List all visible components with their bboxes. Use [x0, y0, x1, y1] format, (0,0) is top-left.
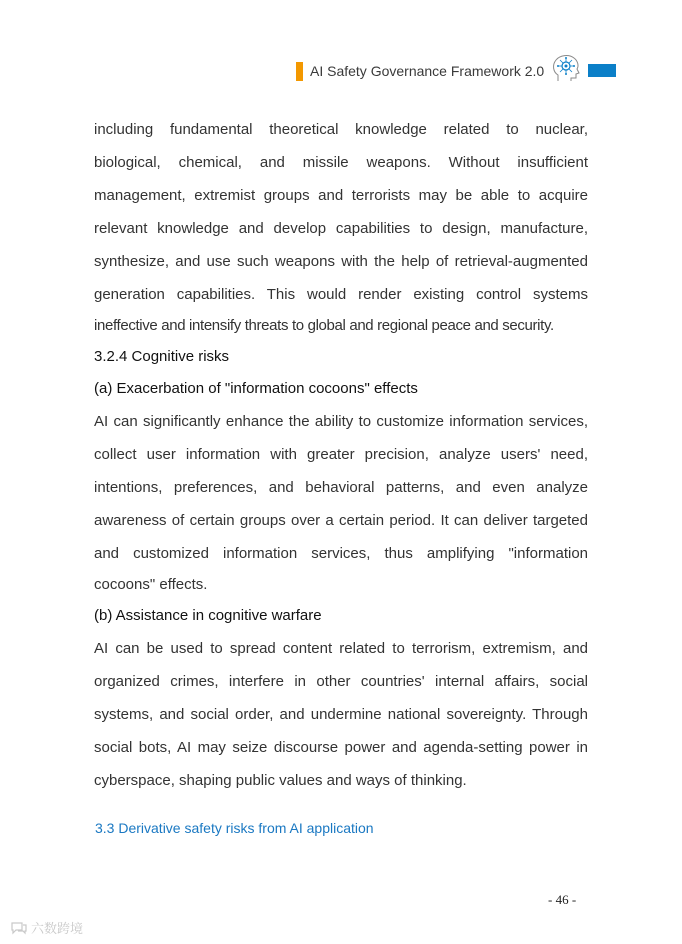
text-line: cocoons" effects.	[94, 576, 208, 593]
text-line: AI can be used to spread content related to terrorism, extremism, and	[94, 640, 588, 657]
section-heading-3-2-4: 3.2.4 Cognitive risks	[94, 348, 230, 365]
header-accent-bar	[296, 62, 303, 81]
text-line: including fundamental theoretical knowledge related to nuclear,	[94, 121, 588, 138]
page-number: - 46 -	[548, 892, 577, 907]
subheading-information-cocoons: (a) Exacerbation of "information cocoons" effects	[94, 380, 418, 397]
watermark-text: 六数跨境	[31, 921, 84, 936]
text-line: systems, and social order, and undermine national sovereignty. Through	[94, 706, 588, 723]
head-circuit-icon	[549, 52, 583, 86]
header-title: AI Safety Governance Framework 2.0	[310, 63, 545, 79]
text-line: biological, chemical, and missile weapons. Without insufficient	[94, 154, 588, 171]
text-line: awareness of certain groups over a certain period. It can deliver targeted	[94, 512, 588, 529]
text-line: collect user information with greater precision, analyze users' need,	[94, 446, 588, 463]
main-content	[94, 113, 588, 797]
text-line: synthesize, and use such weapons with the help of retrieval-augmented	[94, 253, 588, 270]
paragraph-cognitive-warfare	[94, 632, 588, 797]
paragraph-information-cocoons	[94, 405, 588, 600]
text-line: ineffective and intensify threats to global and regional peace and security.	[94, 317, 554, 334]
text-line: social bots, AI may seize discourse power and agenda-setting power in	[94, 739, 588, 756]
section-heading-3-3: 3.3 Derivative safety risks from AI application	[95, 820, 374, 836]
text-line: management, extremist groups and terrorists may be able to acquire	[94, 187, 588, 204]
chat-bubble-icon	[10, 921, 28, 935]
text-line: relevant knowledge and develop capabilities to design, manufacture,	[94, 220, 588, 237]
text-line: and customized information services, thus amplifying "information	[94, 545, 588, 562]
text-line: intentions, preferences, and behavioral patterns, and even analyze	[94, 479, 588, 496]
text-line: cyberspace, shaping public values and ways of thinking.	[94, 772, 467, 789]
text-line: AI can significantly enhance the ability to customize information services,	[94, 413, 588, 430]
text-line: generation capabilities. This would render existing control systems	[94, 286, 588, 303]
running-header	[296, 61, 544, 81]
header-brand-block	[588, 64, 616, 77]
subheading-cognitive-warfare: (b) Assistance in cognitive warfare	[94, 607, 322, 624]
text-line: organized crimes, interfere in other countries' internal affairs, social	[94, 673, 588, 690]
watermark	[10, 918, 83, 937]
paragraph-weapons	[94, 113, 588, 341]
